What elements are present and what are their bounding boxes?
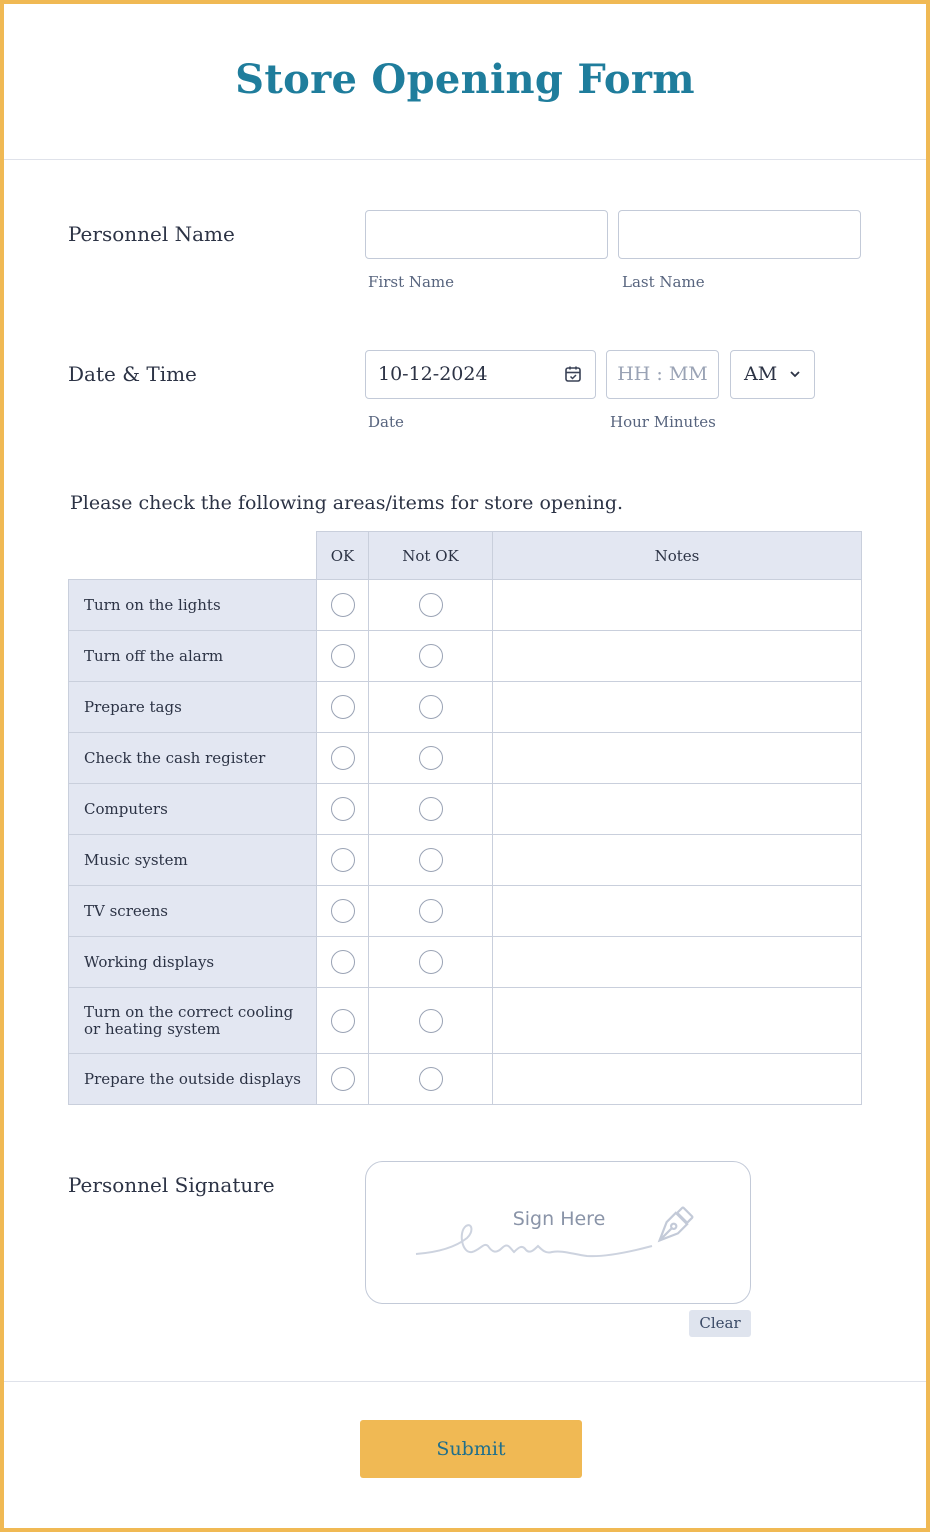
date-input[interactable] — [365, 350, 596, 399]
notes-input[interactable] — [493, 682, 862, 733]
time-input[interactable] — [606, 350, 719, 399]
signature-label: Personnel Signature — [68, 1173, 275, 1197]
notes-input[interactable] — [493, 733, 862, 784]
not-ok-radio[interactable] — [419, 1067, 443, 1091]
header-divider — [4, 159, 926, 160]
calendar-icon[interactable] — [564, 365, 582, 383]
table-row — [69, 784, 862, 835]
row-label: Check the cash register — [69, 733, 317, 784]
time-sublabel: Hour Minutes — [610, 413, 716, 431]
notes-input[interactable] — [493, 580, 862, 631]
table-row — [69, 733, 862, 784]
first-name-sublabel: First Name — [368, 273, 455, 291]
ok-radio[interactable] — [331, 950, 355, 974]
clear-signature-button[interactable]: Clear — [689, 1310, 751, 1337]
form-title: Store Opening Form — [235, 56, 695, 103]
pen-nib-icon — [650, 1204, 696, 1250]
not-ok-radio[interactable] — [419, 746, 443, 770]
table-row — [69, 988, 862, 1054]
notes-input[interactable] — [493, 937, 862, 988]
not-ok-radio[interactable] — [419, 899, 443, 923]
row-label: Turn off the alarm — [69, 631, 317, 682]
last-name-sublabel: Last Name — [622, 273, 705, 291]
notes-input[interactable] — [493, 631, 862, 682]
notes-input[interactable] — [493, 886, 862, 937]
table-row — [69, 886, 862, 937]
ok-radio[interactable] — [331, 593, 355, 617]
ok-radio[interactable] — [331, 644, 355, 668]
ok-radio[interactable] — [331, 695, 355, 719]
footer-divider — [4, 1381, 926, 1382]
notes-input[interactable] — [493, 835, 862, 886]
ok-radio[interactable] — [331, 746, 355, 770]
row-label: TV screens — [69, 886, 317, 937]
first-name-input[interactable] — [365, 210, 608, 259]
ok-radio[interactable] — [331, 848, 355, 872]
personnel-name-label: Personnel Name — [68, 222, 235, 246]
last-name-input[interactable] — [618, 210, 861, 259]
ampm-value: AM — [744, 363, 778, 385]
table-row — [69, 682, 862, 733]
ok-radio[interactable] — [331, 1067, 355, 1091]
column-header-ok: OK — [317, 532, 369, 580]
notes-input[interactable] — [493, 784, 862, 835]
row-label: Working displays — [69, 937, 317, 988]
not-ok-radio[interactable] — [419, 797, 443, 821]
column-header-notes: Notes — [493, 532, 862, 580]
checklist-question: Please check the following areas/items for store opening. — [70, 492, 624, 514]
not-ok-radio[interactable] — [419, 1009, 443, 1033]
notes-input[interactable] — [493, 1054, 862, 1105]
row-label: Turn on the correct cooling or heating system — [69, 988, 317, 1054]
row-label: Computers — [69, 784, 317, 835]
table-row — [69, 835, 862, 886]
row-label: Music system — [69, 835, 317, 886]
table-row — [69, 937, 862, 988]
table-row — [69, 1054, 862, 1105]
row-label: Prepare tags — [69, 682, 317, 733]
not-ok-radio[interactable] — [419, 848, 443, 872]
ok-radio[interactable] — [331, 797, 355, 821]
submit-button[interactable]: Submit — [360, 1420, 582, 1478]
not-ok-radio[interactable] — [419, 950, 443, 974]
date-sublabel: Date — [368, 413, 404, 431]
date-time-label: Date & Time — [68, 362, 197, 386]
column-header-not-ok: Not OK — [369, 532, 493, 580]
not-ok-radio[interactable] — [419, 593, 443, 617]
notes-input[interactable] — [493, 988, 862, 1054]
date-value: 10-12-2024 — [378, 363, 488, 385]
chevron-down-icon — [788, 367, 802, 381]
row-label: Prepare the outside displays — [69, 1054, 317, 1105]
ampm-select[interactable] — [730, 350, 815, 399]
ok-radio[interactable] — [331, 899, 355, 923]
signature-pad[interactable] — [365, 1161, 751, 1304]
checklist-table — [68, 531, 862, 1105]
ok-radio[interactable] — [331, 1009, 355, 1033]
table-corner — [69, 532, 317, 580]
row-label: Turn on the lights — [69, 580, 317, 631]
table-row — [69, 580, 862, 631]
table-row — [69, 631, 862, 682]
time-placeholder: HH : MM — [617, 363, 708, 385]
not-ok-radio[interactable] — [419, 644, 443, 668]
signature-placeholder: Sign Here — [512, 1208, 606, 1230]
not-ok-radio[interactable] — [419, 695, 443, 719]
